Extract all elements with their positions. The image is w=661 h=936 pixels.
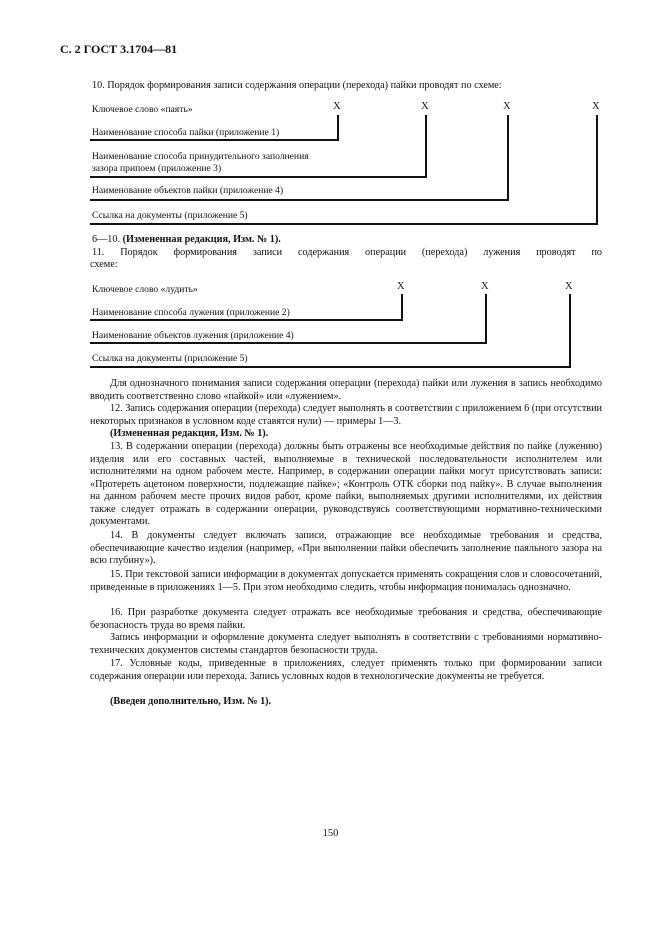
scheme2-vline-1 bbox=[401, 294, 403, 320]
item-16: 16. При разработке документа следует отражать все необходимые требования и средства, обеспечивающие безопасность труда во время пайки. bbox=[90, 607, 602, 631]
scheme2-vline-3 bbox=[569, 294, 571, 367]
scheme1-hline-2 bbox=[90, 176, 427, 178]
scheme2-x-2: X bbox=[481, 281, 489, 292]
scheme1-label-3: Наименование объектов пайки (приложение 4) bbox=[92, 185, 284, 196]
para-unambiguous: Для однозначного понимания записи содержания операции (перехода) пайки или лужения в запись необходимо вводить соответственно слово «пайкой» или «лужением». bbox=[90, 378, 602, 402]
scheme1-x-4: X bbox=[592, 101, 600, 112]
scheme2-hline-2 bbox=[90, 342, 487, 344]
scheme2-label-1: Наименование способа лужения (приложение 2) bbox=[92, 307, 290, 318]
page-header: С. 2 ГОСТ 3.1704—81 bbox=[60, 42, 178, 56]
scheme2-hline-3 bbox=[90, 366, 571, 368]
scheme1-vline-3 bbox=[507, 115, 509, 200]
scheme1-keyword: Ключевое слово «паять» bbox=[92, 104, 193, 115]
scheme1-hline-3 bbox=[90, 199, 509, 201]
scheme1-hline-4 bbox=[90, 223, 598, 225]
item-17: 17. Условные коды, приведенные в приложениях, следует применять только при формировании записи содержания операции или перехода. Запись условных кодов в технологические документы не требуется. bbox=[90, 658, 602, 682]
item-14: 14. В документы следует включать записи, отражающие все необходимые требования и средства, обеспечивающие качество изделия (например, «При выполнении пайки обеспечить заполнение паяльного зазора на всю глубину»). bbox=[90, 530, 602, 566]
scheme2-x-1: X bbox=[397, 281, 405, 292]
introduced-note: (Введен дополнительно, Изм. № 1). bbox=[110, 696, 272, 707]
item-11-line-1: 11. Порядок формирования записи содержания операции (перехода) лужения проводят по bbox=[92, 247, 602, 258]
para-safety: Запись информации и оформление документа следует выполнять в соответствии с требованиями нормативно-технических документов системы стандартов безопасности труда. bbox=[90, 632, 602, 656]
scheme1-vline-2 bbox=[425, 115, 427, 177]
scheme1-vline-1 bbox=[337, 115, 339, 140]
scheme1-vline-4 bbox=[596, 115, 598, 224]
scheme2-x-3: X bbox=[565, 281, 573, 292]
item-12: 12. Запись содержания операции (перехода) следует выполнять в соответствии с приложением 6 (при отсутствии некоторых признаков в условном коде ставятся нули) — примеры 1—3. bbox=[90, 403, 602, 427]
scheme1-hline-1 bbox=[90, 139, 339, 141]
edition-6-10 bbox=[92, 234, 602, 247]
scheme1-x-3: X bbox=[503, 101, 511, 112]
page-number: 150 bbox=[322, 828, 339, 839]
edition-12: (Измененная редакция, Изм. № 1). bbox=[110, 428, 269, 439]
edition-6-10-num: 6—10. bbox=[92, 234, 121, 245]
item-10: 10. Порядок формирования записи содержания операции (перехода) пайки проводят по схеме: bbox=[92, 80, 502, 91]
scheme1-x-1: X bbox=[333, 101, 341, 112]
edition-6-10-text: (Измененная редакция, Изм. № 1). bbox=[122, 234, 281, 245]
scheme2-label-3: Ссылка на документы (приложение 5) bbox=[92, 353, 248, 364]
scheme1-label-2b: зазора припоем (приложение 3) bbox=[92, 163, 222, 174]
scheme2-vline-2 bbox=[485, 294, 487, 343]
scheme1-label-4: Ссылка на документы (приложение 5) bbox=[92, 210, 248, 221]
scheme2-hline-1 bbox=[90, 319, 403, 321]
scheme2-keyword: Ключевое слово «лудить» bbox=[92, 284, 198, 295]
item-15: 15. При текстовой записи информации в документах допускается применять сокращения слов и словосочетаний, приведенные в приложениях 1—5. При этом необходимо следить, чтобы информация понималась однозначно. bbox=[90, 569, 602, 593]
scheme1-x-2: X bbox=[421, 101, 429, 112]
scheme1-label-2: Наименование способа принудительного заполнения bbox=[92, 151, 309, 162]
scheme2-label-2: Наименование объектов лужения (приложение 4) bbox=[92, 330, 294, 341]
scheme1-label-1: Наименование способа пайки (приложение 1) bbox=[92, 127, 280, 138]
item-13: 13. В содержании операции (перехода) должны быть отражены все необходимые действия по пайке (лужению) изделия или его составных частей, выполняемые в технической последовательности исполнителем или исполнителями на одном рабочем месте. Например, в содержании операции пайки могут присутствовать записи: «Протереть ацетоном поверхности, подлежащие пайке»; «Контроль ОТК сборки под пайку». В случае выполнения на данном рабочем месте прочих видов работ, кроме пайки, выполняемых другими исполнителями, их действия также следует отражать в содержании операции, руководствуясь соответствующими нормативно-техническими документами. bbox=[90, 441, 602, 527]
item-11-line-2: схеме: bbox=[90, 259, 118, 270]
